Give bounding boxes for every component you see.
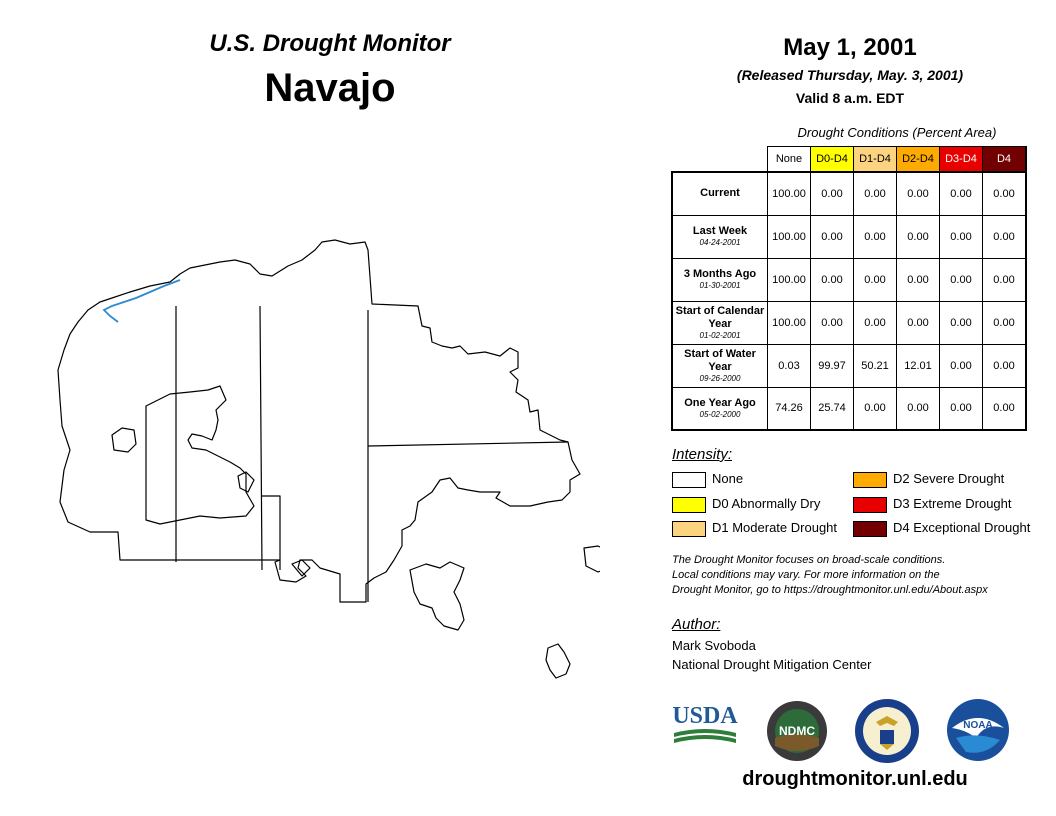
- column-header: D2-D4: [897, 147, 940, 173]
- author-name: Mark Svoboda: [672, 638, 756, 653]
- legend-label: D0 Abnormally Dry: [712, 496, 821, 511]
- table-header-row: [672, 147, 1026, 173]
- legend-item-d4: [853, 520, 1030, 536]
- table-cell: 100.00: [768, 301, 811, 344]
- legend-item-d1: [672, 520, 837, 536]
- usda-logo-text: USDA: [672, 703, 738, 729]
- legend-item-none: [672, 471, 743, 487]
- disclaimer-note: [672, 553, 1052, 598]
- table-cell: 0.03: [768, 344, 811, 387]
- table-caption: Drought Conditions (Percent Area): [797, 125, 997, 140]
- column-header: D3-D4: [940, 147, 983, 173]
- product-title: U.S. Drought Monitor: [209, 30, 451, 57]
- outlier-3: [584, 546, 600, 572]
- column-header: D0-D4: [811, 147, 854, 173]
- legend-swatch: [853, 472, 887, 488]
- table-cell: 100.00: [768, 258, 811, 301]
- table-cell: 0.00: [940, 301, 983, 344]
- table-row: [672, 301, 1026, 344]
- release-date: (Released Thursday, May. 3, 2001): [736, 67, 964, 83]
- legend-label: D4 Exceptional Drought: [893, 520, 1031, 535]
- table-cell: 0.00: [811, 301, 854, 344]
- noaa-logo: [946, 698, 1010, 762]
- table-cell: 0.00: [983, 215, 1027, 258]
- county-line-4: [262, 496, 280, 570]
- table-cell: 0.00: [897, 387, 940, 430]
- legend-swatch: [672, 497, 706, 513]
- legend-label: D1 Moderate Drought: [712, 520, 838, 535]
- table-row: [672, 258, 1026, 301]
- row-label-text: Current: [700, 187, 740, 200]
- table-cell: 0.00: [940, 215, 983, 258]
- table-cell: 99.97: [811, 344, 854, 387]
- table-row: [672, 215, 1026, 258]
- outlier-2: [546, 644, 570, 678]
- table-cell: 0.00: [983, 258, 1027, 301]
- table-cell: 100.00: [768, 215, 811, 258]
- valid-time: Valid 8 a.m. EDT: [795, 90, 905, 106]
- island-3: [292, 560, 310, 576]
- note-line: Local conditions may vary. For more information on the: [672, 569, 940, 581]
- table-cell: 0.00: [940, 387, 983, 430]
- row-date: 05-02-2000: [699, 409, 741, 419]
- legend-title: Intensity:: [672, 446, 733, 463]
- row-label-text: One Year Ago: [684, 396, 756, 409]
- table-row: [672, 387, 1026, 430]
- site-url[interactable]: droughtmonitor.unl.edu: [742, 768, 968, 790]
- legend-label: None: [712, 471, 744, 486]
- table-cell: 0.00: [983, 172, 1027, 215]
- table-cell: 25.74: [811, 387, 854, 430]
- note-line: The Drought Monitor focuses on broad-scale conditions.: [672, 554, 946, 566]
- usda-logo: [672, 697, 738, 749]
- table-row: [672, 172, 1026, 215]
- row-label: [672, 387, 768, 430]
- table-cell: 0.00: [854, 258, 897, 301]
- row-date: 04-24-2001: [699, 238, 741, 247]
- row-label: [672, 215, 768, 258]
- legend-item-d2: [853, 471, 1004, 487]
- legend-swatch: [672, 521, 706, 537]
- legend-item-d3: [853, 496, 1012, 512]
- table-cell: 0.00: [854, 301, 897, 344]
- table-cell: 0.00: [897, 258, 940, 301]
- table-row: [672, 344, 1026, 387]
- note-line[interactable]: Drought Monitor, go to https://droughtmonitor.unl.edu/About.aspx: [672, 584, 988, 596]
- table-cell: 0.00: [940, 258, 983, 301]
- row-label-text: 3 Months Ago: [683, 268, 757, 280]
- table-cell: 0.00: [940, 172, 983, 215]
- column-header: D4: [983, 147, 1027, 173]
- county-line-2: [260, 306, 262, 570]
- drought-conditions-table: [671, 146, 1027, 431]
- row-label: [672, 301, 768, 344]
- table-cell: 0.00: [897, 301, 940, 344]
- table-cell: 0.00: [854, 172, 897, 215]
- table-cell: 0.00: [897, 215, 940, 258]
- table-cell: 12.01: [897, 344, 940, 387]
- ndmc-logo-text: NDMC: [779, 724, 815, 738]
- table-cell: 0.00: [983, 301, 1027, 344]
- table-cell: 0.00: [983, 387, 1027, 430]
- island-1: [112, 428, 136, 452]
- legend-label: D3 Extreme Drought: [893, 496, 1012, 511]
- table-cell: 74.26: [768, 387, 811, 430]
- outlier-1: [410, 562, 464, 630]
- column-header: D1-D4: [854, 147, 897, 173]
- table-cell: 0.00: [811, 258, 854, 301]
- legend-swatch: [853, 497, 887, 513]
- table-cell: 0.00: [940, 344, 983, 387]
- map-date: May 1, 2001: [783, 34, 917, 61]
- ndmc-logo: [766, 700, 828, 762]
- legend-swatch: [672, 472, 706, 488]
- legend-item-d0: [672, 496, 820, 512]
- row-date: 09-26-2000: [699, 373, 741, 383]
- table-cell: 0.00: [983, 344, 1027, 387]
- row-date: 01-02-2001: [699, 330, 741, 340]
- table-cell: 0.00: [897, 172, 940, 215]
- table-corner: [672, 147, 768, 173]
- row-date: 01-30-2001: [699, 281, 741, 290]
- table-cell: 50.21: [854, 344, 897, 387]
- state-line: [368, 442, 568, 446]
- table-cell: 0.00: [811, 215, 854, 258]
- table-cell: 0.00: [854, 215, 897, 258]
- author-org: National Drought Mitigation Center: [672, 657, 872, 672]
- colorado-river: [104, 280, 180, 322]
- row-label: [672, 172, 768, 215]
- table-cell: 0.00: [854, 387, 897, 430]
- row-label-text: Start of Calendar Year: [675, 304, 765, 330]
- navajo-map: [40, 230, 600, 690]
- table-cell: 100.00: [768, 172, 811, 215]
- legend-label: D2 Severe Drought: [893, 471, 1005, 486]
- column-header: None: [768, 147, 811, 173]
- row-label: [672, 258, 768, 301]
- author-title: Author:: [672, 616, 721, 633]
- region-name: Navajo: [264, 66, 396, 110]
- row-label: [672, 344, 768, 387]
- noaa-logo-text: NOAA: [963, 720, 993, 731]
- inner-reservation: [146, 386, 254, 524]
- row-label-text: Last Week: [692, 225, 748, 237]
- legend-swatch: [853, 521, 887, 537]
- region-outline: [58, 240, 580, 602]
- table-cell: 0.00: [811, 172, 854, 215]
- commerce-seal-icon: [854, 698, 920, 764]
- row-label-text: Start of Water Year: [684, 347, 756, 373]
